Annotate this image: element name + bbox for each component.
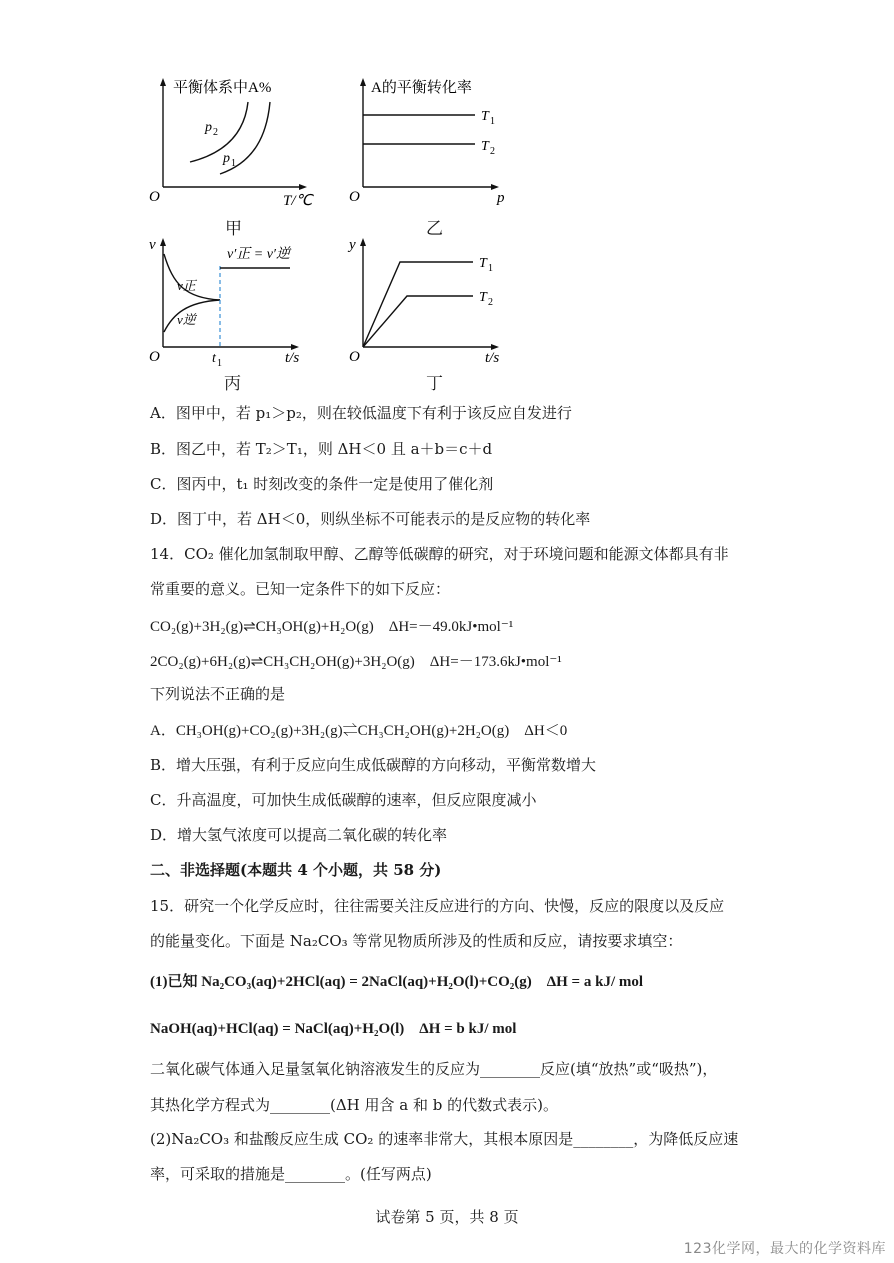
svg-text:1: 1 — [488, 263, 493, 274]
graph-jia — [145, 74, 315, 214]
svg-text:2: 2 — [490, 146, 495, 157]
caption-yi: 乙 — [426, 219, 443, 239]
jia-origin: O — [149, 189, 160, 205]
q13-option-d: D．图丁中，若 ΔH＜0，则纵坐标不可能表示的是反应物的转化率 — [150, 510, 591, 528]
q15-part2-question-line1: (2)Na₂CO₃ 和盐酸反应生成 CO₂ 的速率非常大，其根本原因是________，为降低反应速 — [150, 1130, 739, 1148]
svg-text:p: p — [223, 151, 230, 166]
svg-text:t: t — [212, 351, 216, 366]
svg-text:1: 1 — [217, 358, 222, 369]
bing-v-zheng: v正 — [177, 278, 196, 293]
jia-ylabel: 平衡体系中A% — [173, 80, 272, 96]
graph-bing — [145, 234, 315, 369]
caption-ding: 丁 — [426, 374, 443, 394]
svg-text:T: T — [481, 109, 489, 124]
q14-option-c: C．升高温度，可加快生成低碳醇的速率，但反应限度减小 — [150, 791, 537, 809]
q14-stem-line1: 14．CO₂ 催化加氢制取甲醇、乙醇等低碳醇的研究，对于环境问题和能源文体都具有非 — [150, 545, 729, 563]
svg-text:2: 2 — [213, 127, 218, 138]
q14-prompt: 下列说法不正确的是 — [150, 685, 286, 703]
bing-v-ni: v逆 — [177, 312, 196, 327]
q13-option-c: C．图丙中，t₁ 时刻改变的条件一定是使用了催化剂 — [150, 475, 494, 493]
svg-text:T: T — [479, 256, 487, 271]
svg-text:1: 1 — [231, 158, 236, 169]
q15-part1-question-line1: 二氧化碳气体通入足量氢氧化钠溶液发生的反应为________反应(填“放热”或“吸热”)， — [150, 1060, 718, 1078]
q14-option-b: B．增大压强，有利于反应向生成低碳醇的方向移动，平衡常数增大 — [150, 756, 597, 774]
q14-option-d: D．增大氢气浓度可以提高二氧化碳的转化率 — [150, 826, 448, 844]
bing-origin: O — [149, 349, 160, 365]
section-heading: 二、非选择题(本题共 4 个小题，共 58 分) — [150, 861, 442, 879]
caption-bing: 丙 — [224, 374, 241, 394]
page-footer: 试卷第 5 页，共 8 页 — [375, 1208, 519, 1226]
q14-equation-2: 2CO₂(g)+6H₂(g)⇌CH₃CH₂OH(g)+3H₂O(g) ΔH=－173.6kJ•mol⁻¹ — [150, 654, 562, 670]
jia-xlabel: T/℃ — [283, 193, 313, 209]
q14-stem-line2: 常重要的意义。已知一定条件下的如下反应： — [150, 580, 451, 598]
ding-xlabel: t/s — [485, 350, 500, 366]
svg-text:2: 2 — [488, 297, 493, 308]
q15-stem-line1: 15．研究一个化学反应时，往往需要关注反应进行的方向、快慢，反应的限度以及反应 — [150, 897, 725, 915]
bing-ylabel: v — [149, 237, 156, 253]
svg-text:T: T — [481, 139, 489, 154]
q13-option-b: B．图乙中，若 T₂＞T₁，则 ΔH＜0 且 a＋b＝c＋d — [150, 440, 493, 458]
svg-text:1: 1 — [490, 116, 495, 127]
q15-stem-line2: 的能量变化。下面是 Na₂CO₃ 等常见物质所涉及的性质和反应，请按要求填空： — [150, 932, 683, 950]
q15-part1-equation-1: (1)已知 Na₂CO₃(aq)+2HCl(aq) = 2NaCl(aq)+H₂O(l)+CO₂(g) ΔH = a kJ/ mol — [150, 974, 644, 990]
yi-xlabel: p — [497, 190, 505, 206]
q15-part1-equation-2: NaOH(aq)+HCl(aq) = NaCl(aq)+H₂O(l) ΔH = b kJ/ mol — [150, 1021, 517, 1037]
yi-origin: O — [349, 189, 360, 205]
q13-option-a: A．图甲中，若 p₁＞p₂，则在较低温度下有利于该反应自发进行 — [150, 404, 572, 422]
caption-jia: 甲 — [225, 219, 242, 239]
graph-ding — [345, 234, 515, 369]
q14-equation-1: CO₂(g)+3H₂(g)⇌CH₃OH(g)+H₂O(g) ΔH=－49.0kJ•mol⁻¹ — [150, 619, 514, 635]
bing-label-eq: v′正 = v′逆 — [227, 247, 290, 262]
watermark: 123化学网，最大的化学资料库 — [683, 1241, 886, 1257]
svg-text:T: T — [479, 290, 487, 305]
graph-yi — [345, 74, 515, 214]
q15-part1-question-line2: 其热化学方程式为________(ΔH 用含 a 和 b 的代数式表示)。 — [150, 1096, 559, 1114]
ding-origin: O — [349, 349, 360, 365]
bing-xlabel: t/s — [285, 350, 300, 366]
ding-ylabel: y — [349, 237, 356, 253]
svg-text:p: p — [205, 120, 212, 135]
q14-option-a: A．CH₃OH(g)+CO₂(g)+3H₂(g)⇌CH₃CH₂OH(g)+2H₂O(g) ΔH＜0 — [150, 723, 568, 739]
yi-ylabel: A的平衡转化率 — [371, 80, 472, 96]
q15-part2-question-line2: 率，可采取的措施是________。(任写两点) — [150, 1165, 432, 1183]
